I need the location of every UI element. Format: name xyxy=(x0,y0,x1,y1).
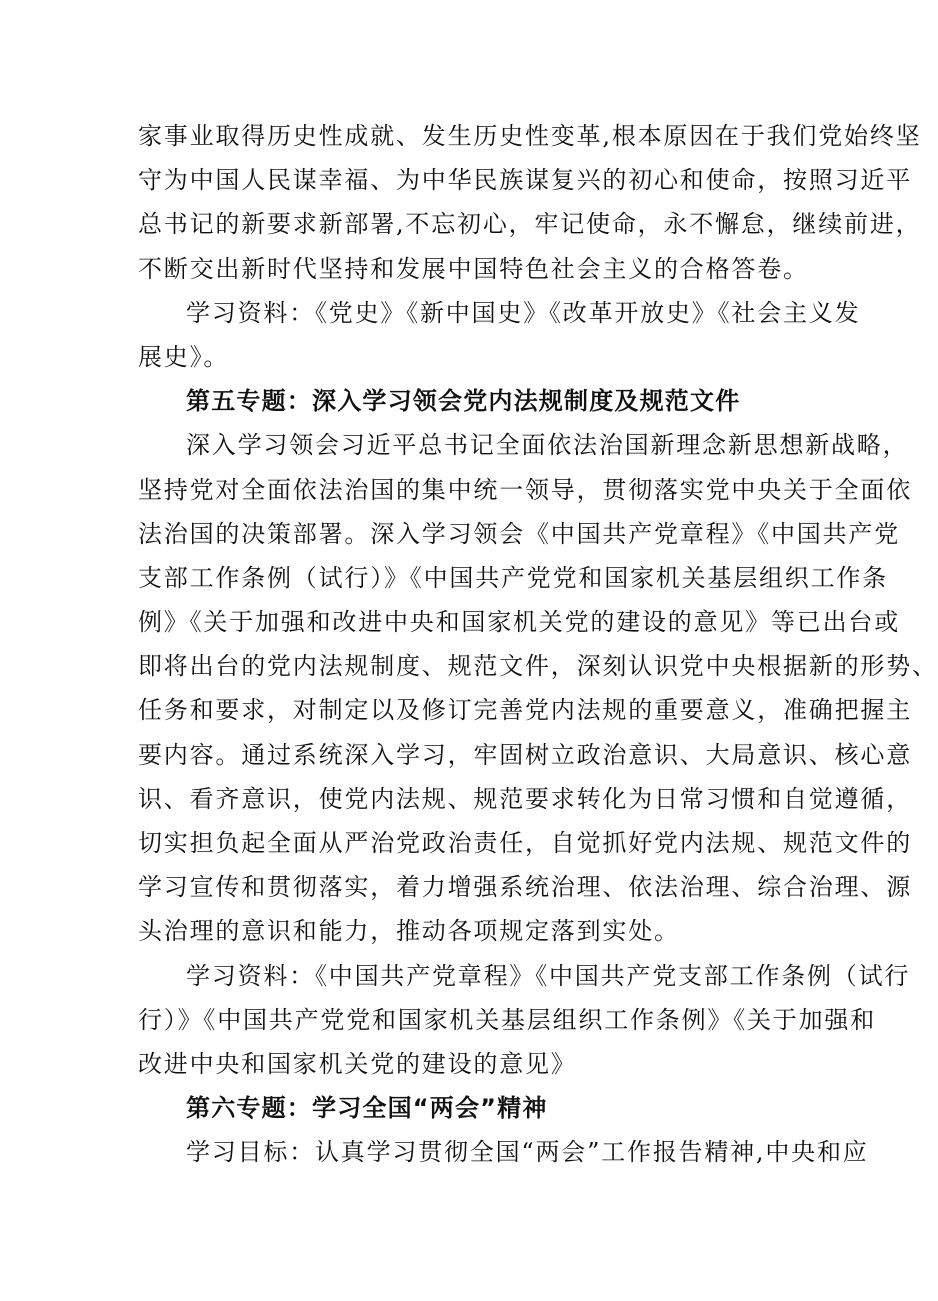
text-line: 即将出台的党内法规制度、规范文件，深刻认识党中央根据新的形势、 xyxy=(138,652,938,681)
text-line: 不断交出新时代坚持和发展中国特色社会主义的合格答卷。 xyxy=(138,254,809,283)
text-line: 任务和要求，对制定以及修订完善党内法规的重要意义，准确把握主 xyxy=(138,696,912,725)
text-line: 学习资料：《党史》《新中国史》《改革开放史》《社会主义发 xyxy=(186,298,861,327)
paragraph-study-materials xyxy=(138,954,911,1087)
text-line: 守为中国人民谋幸福、为中华民族谋复兴的初心和使命，按照习近平 xyxy=(138,166,912,195)
text-line: 切实担负起全面从严治党政治责任，自觉抓好党内法规、规范文件的 xyxy=(138,829,912,857)
text-line: 例》《关于加强和改进中央和国家机关党的建设的意见》等已出台或 xyxy=(138,608,900,637)
text-line: 识、看齐意识，使党内法规、规范要求转化为日常习惯和自觉遵循， xyxy=(138,784,912,813)
section-heading-5 xyxy=(138,379,792,423)
paragraph-study-goals xyxy=(138,1130,869,1174)
heading-text: 第六专题：学习全国“两会”精神 xyxy=(186,1094,548,1123)
paragraph-continuation xyxy=(138,114,922,291)
text-line: 总书记的新要求新部署,不忘初心，牢记使命，永不懈怠，继续前进， xyxy=(138,210,922,239)
text-line: 坚持党对全面依法治国的集中统一领导，贯彻落实党中央关于全面依 xyxy=(138,475,912,504)
text-line: 家事业取得历史性成就、发生历史性变革,根本原因在于我们党始终坚 xyxy=(138,122,922,150)
paragraph-study-materials xyxy=(138,291,861,379)
section-heading-6 xyxy=(138,1086,792,1130)
text-line: 深入学习领会习近平总书记全面依法治国新理念新思想新战略， xyxy=(186,431,909,460)
document-body xyxy=(138,114,938,1175)
paragraph-body xyxy=(138,423,938,953)
heading-text: 第五专题：深入学习领会党内法规制度及规范文件 xyxy=(186,387,741,416)
text-line: 要内容。通过系统深入学习，牢固树立政治意识、大局意识、核心意 xyxy=(138,740,912,769)
text-line: 支部工作条例（试行）》《中国共产党党和国家机关基层组织工作条 xyxy=(138,563,888,592)
text-line: 学习目标：认真学习贯彻全国“两会”工作报告精神,中央和应 xyxy=(186,1138,869,1167)
text-line: 头治理的意识和能力，推动各项规定落到实处。 xyxy=(138,917,680,946)
text-line: 改进中央和国家机关党的建设的意见》 xyxy=(138,1049,577,1078)
text-line: 行）》《中国共产党党和国家机关基层组织工作条例》《关于加强和 xyxy=(138,1005,876,1034)
text-line: 法治国的决策部署。深入学习领会《中国共产党章程》《中国共产党 xyxy=(138,519,900,548)
text-line: 学习宣传和贯彻落实，着力增强系统治理、依法治理、综合治理、源 xyxy=(138,873,912,902)
text-line: 展史》。 xyxy=(138,342,230,371)
text-line: 学习资料：《中国共产党章程》《中国共产党支部工作条例（试行 xyxy=(186,961,911,990)
